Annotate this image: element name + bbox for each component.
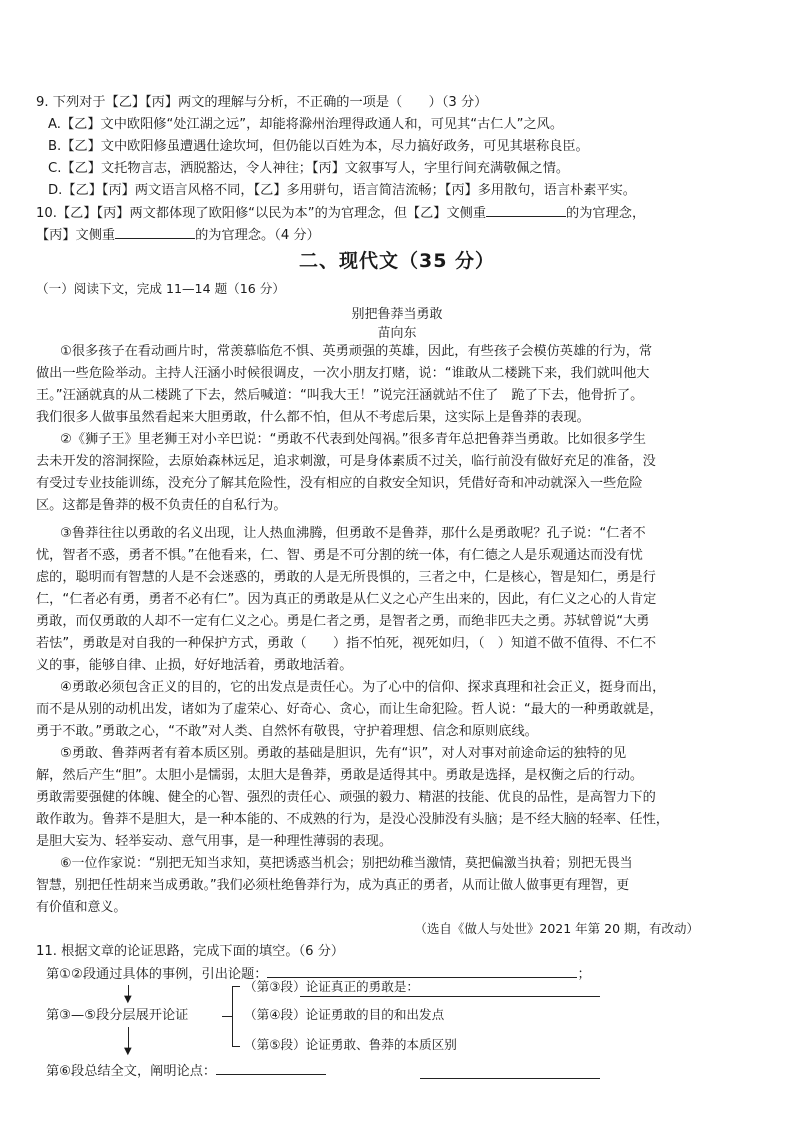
p5-line-3: 勇敢需要强健的体魄、健全的心智、强烈的责任心、顽强的毅力、精湛的技能、优良的品性，是高智力下的 bbox=[36, 790, 656, 805]
p3-line-5: 勇敢，而仅勇敢的人却不一定有仁义之心。勇是仁者之勇，是智者之勇，而绝非匹夫之勇。苏轼曾说“大勇 bbox=[36, 614, 650, 629]
p4-line-2: 而不是从别的动机出发，诸如为了虚荣心、好奇心、贪心，而让生命犯险。哲人说：“最大的一种勇敢就是， bbox=[36, 702, 663, 717]
sub-section-heading: （一）阅读下文，完成 11—14 题（16 分） bbox=[36, 281, 285, 296]
q9-option-d: D.【乙】【丙】两文语言风格不同，【乙】多用骈句，语言简洁流畅；【丙】多用散句，语言朴素平实。 bbox=[48, 183, 636, 198]
q11-branch-1: （第③段）论证真正的勇敢是： bbox=[244, 979, 420, 994]
p2-line-1: ②《狮子王》里老狮王对小辛巴说：“勇敢不代表到处闯祸。”很多青年总把鲁莽当勇敢。比如很多学生 bbox=[60, 432, 646, 447]
p5-line-4: 敢作敢为。鲁莽不是胆大，是一种本能的、不成熟的行为，是没心没肺没有头脑；是不经大脑的轻率、任性， bbox=[36, 812, 669, 827]
q11-row3-text: 第⑥段总结全文，阐明论点： bbox=[46, 1064, 217, 1079]
q9-option-a: A.【乙】文中欧阳修“处江湖之远”，却能将滁州治理得政通人和，可见其“古仁人”之风。 bbox=[48, 117, 564, 132]
brace-icon bbox=[232, 986, 233, 1046]
flow-arrow-1-icon: ▼ bbox=[124, 994, 132, 1005]
p3-line-6: 若怯”，勇敢是对自我的一种保护方式，勇敢（ ）指不怕死，视死如归，（ ）知道不做不值得、不仁不 bbox=[36, 636, 657, 651]
q11-row3 bbox=[46, 1060, 326, 1083]
q10-line1-end: 的为官理念， bbox=[566, 206, 646, 221]
p3-line-7: 义的事，能够自律、止损，好好地活着，勇敢地活着。 bbox=[36, 658, 353, 673]
p1-line-4: 我们很多人做事虽然看起来大胆勇敢，什么都不怕，但从不考虑后果，这实际上是鲁莽的表现。 bbox=[36, 410, 590, 425]
article-title: 别把鲁莽当勇敢 bbox=[351, 307, 443, 322]
section-title: 二、现代文（35 分） bbox=[298, 250, 496, 272]
q10-line2-end: 的为官理念。（4 分） bbox=[195, 228, 320, 243]
q10-blank-1[interactable] bbox=[486, 202, 566, 217]
q11-middle: 第③—⑤段分层展开论证 bbox=[46, 1008, 189, 1023]
brace-stem bbox=[222, 1016, 232, 1017]
p2-line-4: 区。这都是鲁莽的极不负责任的自私行为。 bbox=[36, 498, 287, 513]
article-author: 苗向东 bbox=[377, 326, 417, 341]
q11-stem: 11. 根据文章的论证思路，完成下面的填空。（6 分） bbox=[36, 944, 345, 959]
flow-arrow-2-icon: ▼ bbox=[124, 1046, 132, 1057]
p3-line-1: ③鲁莽往往以勇敢的名义出现，让人热血沸腾，但勇敢不是鲁莽，那什么是勇敢呢？孔子说：“仁者不 bbox=[60, 526, 646, 541]
q11-blank-courage[interactable] bbox=[300, 996, 600, 997]
p2-line-2: 去未开发的溶洞探险，去原始森林远足，追求刺激，可是身体素质不过关，临行前没有做好充足的准备，没 bbox=[36, 454, 656, 469]
q11-branch-2: （第④段）论证勇敢的目的和出发点 bbox=[244, 1007, 445, 1022]
q11-row1-end: ； bbox=[577, 967, 591, 982]
p6-line-1: ⑥一位作家说：“别把无知当求知，莫把诱惑当机会；别把幼稚当激情，莫把偏激当执着；别把无畏当 bbox=[60, 856, 633, 871]
article-source: （选自《做人与处世》2021 年第 20 期，有改动） bbox=[414, 921, 699, 936]
q10-line1-text: 10.【乙】【丙】两文都体现了欧阳修“以民为本”的为官理念，但【乙】文侧重 bbox=[36, 206, 487, 221]
q10-blank-2[interactable] bbox=[115, 224, 195, 239]
brace-bottom-arm bbox=[232, 1046, 240, 1047]
p4-line-1: ④勇敢必须包含正义的目的，它的出发点是责任心。为了心中的信仰、探求真理和社会正义，挺身而出， bbox=[60, 680, 666, 695]
p1-line-1: ①很多孩子在看动画片时，常羡慕临危不惧、英勇顽强的英雄，因此，有些孩子会模仿英雄的行为，常 bbox=[60, 344, 653, 359]
q11-branch-3: （第⑤段）论证勇敢、鲁莽的本质区别 bbox=[244, 1037, 457, 1052]
p1-line-3: 王。”汪涵就真的从二楼跳了下去，然后喊道：“叫我大王！”说完汪涵就站不住了 跪了下去，他骨折了。 bbox=[36, 388, 644, 403]
q9-option-b: B.【乙】文中欧阳修虽遭遇仕途坎坷，但仍能以百姓为本，尽力搞好政务，可见其堪称良臣。 bbox=[48, 139, 589, 154]
p3-line-4: 仁，“仁者必有勇，勇者不必有仁”。因为真正的勇敢是从仁义之心产生出来的，因此，有仁义之心的人肯定 bbox=[36, 592, 657, 607]
q11-blank-thesis-2[interactable] bbox=[420, 1078, 600, 1079]
p4-line-3: 勇于不敢。”勇敢之心，“不敢”对人类、自然怀有敬畏，守护着理想、信念和原则底线。 bbox=[36, 724, 538, 739]
q11-row1-text: 第①②段通过具体的事例，引出论题： bbox=[46, 967, 268, 982]
q11-blank-thesis-1[interactable] bbox=[216, 1060, 326, 1075]
p5-line-1: ⑤勇敢、鲁莽两者有着本质区别。勇敢的基础是胆识，先有“识”，对人对事对前途命运的独特的见 bbox=[60, 746, 627, 761]
q10-line2-text: 【丙】文侧重 bbox=[36, 228, 116, 243]
p6-line-3: 有价值和意义。 bbox=[36, 900, 127, 915]
p5-line-2: 解，然后产生“胆”。太胆小是懦弱，太胆大是鲁莽，勇敢是适得其中。勇敢是选择，是权衡之后的行动。 bbox=[36, 768, 644, 783]
p3-line-3: 虑的，聪明而有智慧的人是不会迷惑的，勇敢的人是无所畏惧的，三者之中，仁是核心，智是知仁，勇是行 bbox=[36, 570, 656, 585]
q9-stem: 9. 下列对于【乙】【丙】两文的理解与分析，不正确的一项是（ ）（3 分） bbox=[36, 95, 488, 110]
q10-line2 bbox=[36, 224, 320, 247]
p3-line-2: 忧，智者不惑，勇者不惧。”在他看来，仁、智、勇是不可分割的统一体，有仁德之人是乐观通达而没有忧 bbox=[36, 548, 643, 563]
q10-line1 bbox=[36, 202, 645, 225]
p5-line-5: 是胆大妄为、轻举妄动、意气用事，是一种理性薄弱的表现。 bbox=[36, 834, 393, 849]
q9-option-c: C.【乙】文托物言志，洒脱豁达，令人神往；【丙】文叙事写人，字里行间充满敬佩之情。 bbox=[48, 161, 570, 176]
p2-line-3: 有受过专业技能训练，没充分了解其危险性，没有相应的自救安全知识，凭借好奇和冲动就深入一些危险 bbox=[36, 476, 643, 491]
p1-line-2: 做出一些危险举动。主持人汪涵小时候很调皮，一次小朋友打赌，说：“谁敢从二楼跳下来，我们就叫他大 bbox=[36, 366, 650, 381]
brace-top-arm bbox=[232, 986, 240, 987]
p6-line-2: 智慧，别把任性胡来当成勇敢。”我们必须杜绝鲁莽行为，成为真正的勇者，从而让做人做事更有理智，更 bbox=[36, 878, 630, 893]
